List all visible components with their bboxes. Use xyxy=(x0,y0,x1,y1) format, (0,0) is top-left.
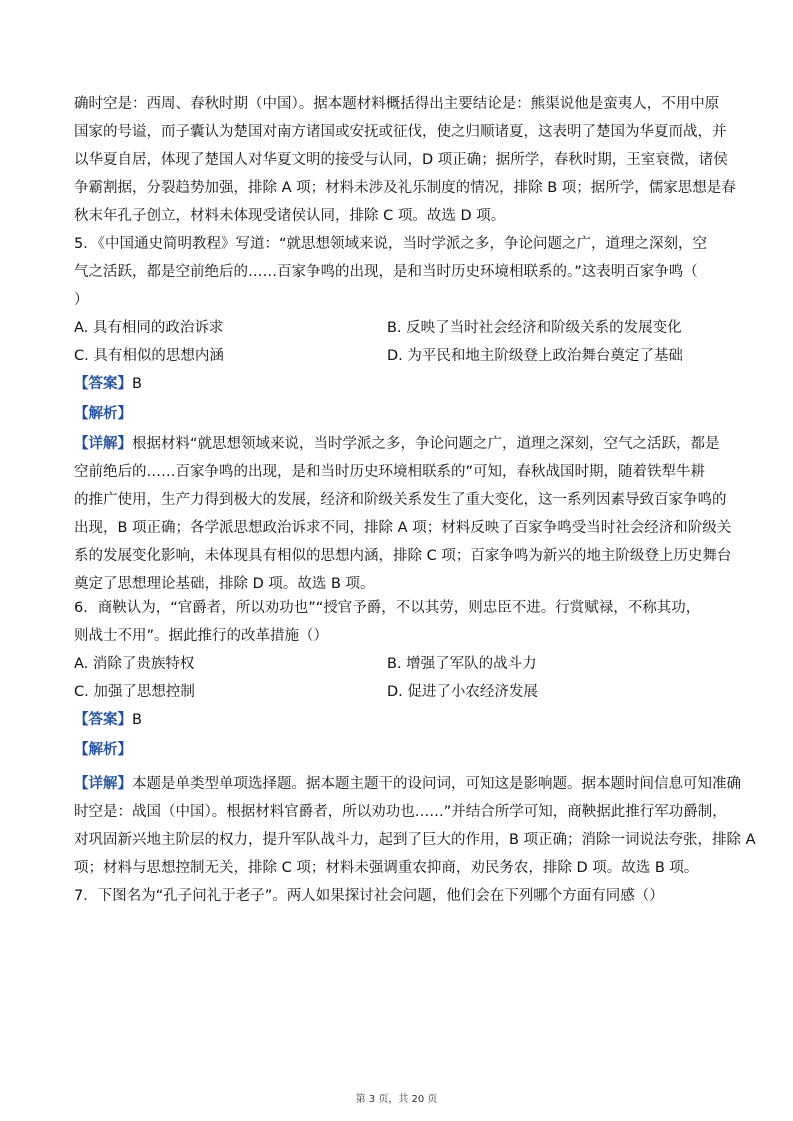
analysis-label-text: 【解析】 xyxy=(74,406,132,422)
paragraph-line: 秋末年孔子创立，材料未体现受诸侯认同，排除 C 项。故选 D 项。 xyxy=(74,208,506,224)
answer-value: B xyxy=(132,376,142,392)
question-5-stem: 气之活跃，都是空前绝后的……百家争鸣的出现，是和当时历史环境相联系的。”这表明百家争鸣（ xyxy=(74,264,698,280)
paragraph-line: 以华夏自居，体现了楚国人对华夏文明的接受与认同，D 项正确；据所学，春秋时期，王室衰微，诸侯 xyxy=(74,152,728,168)
answer-value: B xyxy=(132,712,142,728)
detail-line: 的推广使用，生产力得到极大的发展，经济和阶级关系发生了重大变化，这一系列因素导致百家争鸣的 xyxy=(74,492,727,508)
question-6-stem: 则战士不用”。据此推行的改革措施（） xyxy=(74,628,329,644)
paragraph-line: 争霸割据，分裂趋势加强，排除 A 项；材料未涉及礼乐制度的情况，排除 B 项；据所学，儒家思想是春 xyxy=(74,180,736,196)
paragraph-line: 确时空是：西周、春秋时期（中国）。据本题材料概括得出主要结论是：熊渠说他是蛮夷人，不用中原 xyxy=(74,96,720,112)
option-b: B. 反映了当时社会经济和阶级关系的发展变化 xyxy=(387,320,682,336)
answer-row xyxy=(74,374,142,394)
page-footer: 第 3 页，共 20 页 xyxy=(355,1094,438,1105)
analysis-label-text: 【解析】 xyxy=(74,742,132,758)
detail-text: 本题是单类型单项选择题。据本题主题干的设问词，可知这是影响题。据本题时间信息可知准确 xyxy=(132,776,741,792)
analysis-label xyxy=(74,404,132,424)
detail-line: 奠定了思想理论基础，排除 D 项。故选 B 项。 xyxy=(74,576,375,592)
answer-label: 【答案】 xyxy=(74,376,132,392)
option-a: A. 具有相同的政治诉求 xyxy=(74,320,224,336)
detail-line xyxy=(74,434,720,454)
option-b: B. 增强了军队的战斗力 xyxy=(387,656,537,672)
detail-label: 【详解】 xyxy=(74,776,132,792)
question-5-stem: ） xyxy=(74,292,89,308)
option-d: D. 促进了小农经济发展 xyxy=(387,684,538,700)
question-6-stem: 6．商鞅认为，“官爵者，所以劝功也”“授官予爵，不以其劳，则忠臣不进。行赏赋禄，不称其功， xyxy=(74,600,701,616)
answer-row xyxy=(74,710,142,730)
option-c: C. 加强了思想控制 xyxy=(74,684,195,700)
detail-line: 项；材料与思想控制无关，排除 C 项；材料未强调重农抑商，劝民务农，排除 D 项。故选 B 项。 xyxy=(74,860,699,876)
detail-line: 时空是：战国（中国）。根据材料官爵者，所以劝功也……”并结合所学可知，商鞅据此推行军功爵制， xyxy=(74,804,727,820)
detail-line xyxy=(74,774,741,794)
detail-line: 出现，B 项正确；各学派思想政治诉求不同，排除 A 项；材料反映了百家争鸣受当时社会经济和阶级关 xyxy=(74,520,732,536)
detail-line: 空前绝后的……百家争鸣的出现，是和当时历史环境相联系的”可知，春秋战国时期，随着铁犁牛耕 xyxy=(74,464,706,480)
answer-label: 【答案】 xyxy=(74,712,132,728)
paragraph-line: 国家的号谥，而子囊认为楚国对南方诸国或安抚或征伐，使之归顺诸夏，这表明了楚国为华夏而战，并 xyxy=(74,124,727,140)
detail-line: 系的发展变化影响，未体现具有相似的思想内涵，排除 C 项；百家争鸣为新兴的地主阶级登上历史舞台 xyxy=(74,548,732,564)
detail-text: 根据材料“就思想领域来说，当时学派之多，争论问题之广，道理之深刻，空气之活跃，都是 xyxy=(132,436,720,452)
question-5-stem: 5．《中国通史简明教程》写道：“就思想领域来说，当时学派之多，争论问题之广，道理之深刻，空 xyxy=(74,236,707,252)
detail-label: 【详解】 xyxy=(74,436,132,452)
option-a: A. 消除了贵族特权 xyxy=(74,656,195,672)
detail-line: 对巩固新兴地主阶层的权力，提升军队战斗力，起到了巨大的作用，B 项正确；消除一词说法夸张，排除 A xyxy=(74,832,756,848)
analysis-label xyxy=(74,740,132,760)
option-c: C. 具有相似的思想内涵 xyxy=(74,348,224,364)
question-7-stem: 7．下图名为“孔子问礼于老子”。两人如果探讨社会问题，他们会在下列哪个方面有同感（） xyxy=(74,888,664,904)
option-d: D. 为平民和地主阶级登上政治舞台奠定了基础 xyxy=(387,348,683,364)
